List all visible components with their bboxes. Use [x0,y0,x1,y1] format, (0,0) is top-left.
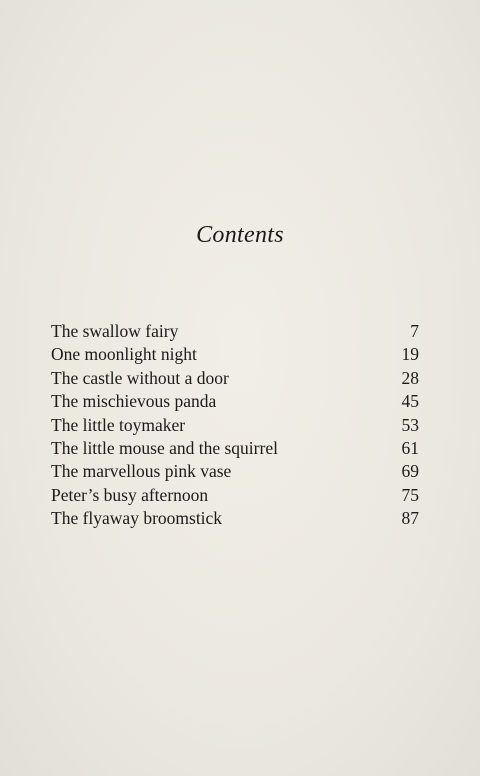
toc-entry-title: The little mouse and the squirrel [51,437,278,458]
toc-entry-page: 87 [401,508,419,529]
toc-entry [51,507,419,530]
toc-entry-title: The little toymaker [51,414,186,435]
toc-entry [51,460,419,483]
toc-entry-title: The mischievous panda [51,391,217,412]
toc-entry-page: 7 [410,321,419,341]
toc-entry-page: 53 [401,414,419,435]
toc-entry-title: The swallow fairy [51,321,179,341]
toc-entry-title: One moonlight night [51,344,197,365]
toc-entry-page: 19 [401,344,419,365]
toc-entry-page: 69 [401,461,419,482]
toc-entry-title: Peter’s busy afternoon [51,484,209,505]
table-of-contents [51,320,419,531]
toc-entry-title: The castle without a door [51,367,229,388]
toc-entry [51,320,419,343]
toc-entry [51,343,419,366]
toc-entry-page: 45 [401,391,419,412]
toc-entry-title: The marvellous pink vase [51,461,232,482]
toc-entry-page: 61 [401,437,419,458]
toc-entry [51,414,419,437]
toc-entry [51,437,419,460]
toc-entry-page: 75 [401,484,419,505]
toc-entry-title: The flyaway broomstick [51,508,223,529]
toc-entry [51,390,419,413]
toc-entry-page: 28 [401,367,419,388]
toc-entry [51,484,419,507]
toc-entry [51,367,419,390]
contents-heading: Contents [196,222,284,248]
